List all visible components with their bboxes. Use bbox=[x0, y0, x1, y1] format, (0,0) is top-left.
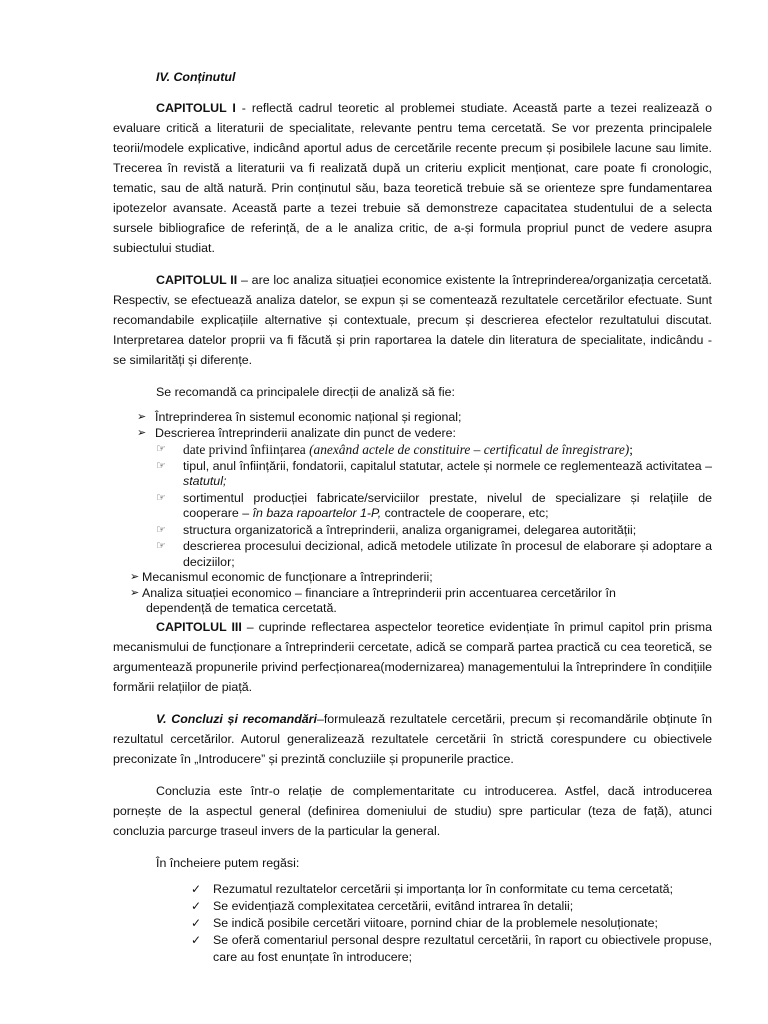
chapter-2-paragraph bbox=[113, 270, 712, 370]
chapter-2-label: CAPITOLUL II bbox=[156, 273, 238, 287]
sub-list-item: ☞ descrierea procesului decizional, adică metodele utilizate în procesul de elaborare și adoptare a deciziilor; bbox=[156, 539, 712, 569]
recommend-intro: Se recomandă ca principalele direcții de analiză să fie: bbox=[156, 385, 455, 399]
list-item: ➢ Descrierea întreprinderii analizate din punct de vedere: bbox=[137, 425, 456, 440]
section-v-title: V. Concluzi și recomandări bbox=[156, 711, 317, 726]
list-item: ➢ Mecanismul economic de funcționare a întreprinderii; bbox=[130, 570, 433, 584]
section-v-text: –formulează rezultatele cercetării, precum și recomandările obținute în rezultatul cercetărilor. Autorul generalizează rezultatele cercetării în strictă corespundere cu obiectivele preconizate în „Introducere” și prezintă concluziile și propunerile practice. bbox=[113, 711, 712, 766]
pointing-hand-icon: ☞ bbox=[156, 491, 166, 504]
arrow-bullet-icon: ➢ bbox=[137, 411, 147, 423]
arrow-bullet-icon: ➢ bbox=[130, 586, 140, 599]
pointing-hand-icon: ☞ bbox=[156, 459, 166, 472]
check-list-item: ✓ Se evidențiază complexitatea cercetării, evitând intrarea în detalii; bbox=[191, 898, 574, 913]
pointing-hand-icon: ☞ bbox=[156, 443, 166, 455]
checkmark-icon: ✓ bbox=[191, 915, 202, 930]
arrow-bullet-icon: ➢ bbox=[130, 571, 140, 583]
sub-list-item: ☞ date privind înființarea (anexând actele de constituire – certificatul de înregistrare); bbox=[156, 442, 633, 457]
closing-intro: În încheiere putem regăsi: bbox=[156, 855, 300, 870]
list-item: ➢ Analiza situației economico – financiare a întreprinderii prin accentuarea cercetărilor în dependență de tematica cercetată. bbox=[130, 585, 616, 615]
chapter-1-paragraph bbox=[113, 98, 712, 258]
checkmark-icon: ✓ bbox=[191, 932, 202, 947]
section-v-paragraph bbox=[113, 709, 712, 769]
checkmark-icon: ✓ bbox=[191, 898, 202, 913]
chapter-1-label: CAPITOLUL I bbox=[156, 101, 236, 115]
chapter-3-text: – cuprinde reflectarea aspectelor teoretice evidențiate în primul capitol prin prisma mecanismului de funcționare a întreprinderii cercetate, adică se compară partea practică cu cea teoretică, se argumentează propunerile privind perfecționarea(modernizarea) managementului la întreprindere în condițiile formării relațiilor de piață. bbox=[113, 619, 713, 694]
conclusion-paragraph: Concluzia este într-o relație de complementaritate cu introducerea. Astfel, dacă introducerea pornește de la aspectul general (definirea domeniului de studiu) spre particular (teza de față), atunci concluzia parcurge traseul invers de la particular la general. bbox=[113, 783, 712, 838]
sub-list-item: ☞ structura organizatorică a întreprinderii, analiza organigramei, delegarea autorității; bbox=[156, 522, 637, 537]
sub-list-item: ☞ sortimentul producției fabricate/serviciilor prestate, nivelul de specializare și relațiile de cooperare – în baza rapoartelor 1-P, contractele de cooperare, etc; bbox=[156, 490, 712, 520]
pointing-hand-icon: ☞ bbox=[156, 523, 166, 536]
list-item: ➢ Întreprinderea în sistemul economic național și regional; bbox=[137, 410, 462, 424]
check-list-item: ✓ Se oferă comentariul personal despre rezultatul cercetării, în raport cu obiectivele propuse, care au fost enunțate în introducere; bbox=[191, 932, 712, 964]
chapter-3-paragraph bbox=[113, 617, 712, 697]
chapter-3-label: CAPITOLUL III bbox=[156, 619, 242, 634]
chapter-2-text: – are loc analiza situației economice existente la întreprinderea/organizația cercetată. Respectiv, se efectuează analiza datelor, se expun și se comentează rezultatele cercetărilor efectuate. Sunt recomandabile explicațiile alternative și contextuale, precum și descrierea efectelor rezultatului discutat. Interpretarea datelor proprii va fi făcută și prin raportarea la datele din literatura de specialitate, indicându - se similarități și diferențe. bbox=[113, 273, 712, 367]
chapter-1-text: - reflectă cadrul teoretic al problemei studiate. Această parte a tezei realizează o evaluare critică a literaturii de specialitate, relevante pentru tema cercetată. Se vor prezenta principalele teorii/modele explicative, indicând aportul adus de cercetările recente precum și posibilele lacune sau limite. Trecerea în revistă a literaturii va fi realizată după un criteriu explicit menționat, care poate fi cronologic, tematic, sau de altă natură. Prin conținutul său, baza teoretică trebuie să se orienteze spre fundamentarea ipotezelor avansate. Această parte a tezei trebuie să demonstreze capacitatea studentului de a selecta sursele bibliografice de referință, de a le analiza critic, de a-și formula propriul punct de vedere asupra subiectului studiat. bbox=[113, 101, 712, 255]
check-list-item: ✓ Se indică posibile cercetări viitoare, pornind chiar de la problemele nesoluționate; bbox=[191, 915, 658, 930]
check-list-item: ✓ Rezumatul rezultatelor cercetării și importanța lor în conformitate cu tema cercetată; bbox=[191, 881, 674, 896]
pointing-hand-icon: ☞ bbox=[156, 540, 166, 552]
sub-list-item: ☞ tipul, anul înființării, fondatorii, capitalul statutar, actele și normele ce reglementează activitatea – statutul; bbox=[156, 458, 712, 488]
section-iv-title: IV. Conținutul bbox=[156, 70, 236, 84]
arrow-bullet-icon: ➢ bbox=[137, 426, 147, 439]
checkmark-icon: ✓ bbox=[191, 881, 202, 896]
document-page bbox=[113, 68, 712, 966]
